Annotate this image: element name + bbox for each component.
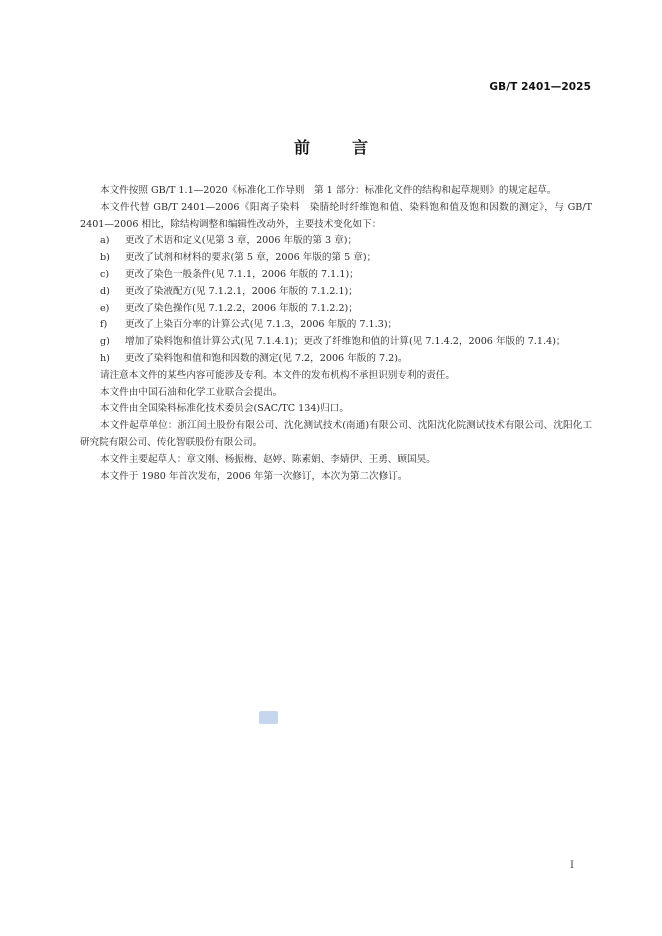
paragraph-history: 本文件于 1980 年首次发布，2006 年第一次修订，本次为第二次修订。 [100, 470, 408, 482]
title-char-1: 前 [293, 138, 310, 157]
list-item-text: 更改了染色一般条件(见 7.1.1，2006 年版的 7.1.1)； [125, 268, 359, 280]
list-item [80, 351, 592, 368]
paragraph-drafting-rules: 本文件按照 GB/T 1.1—2020《标准化工作导则 第 1 部分：标准化文件的结构和起草规则》的规定起草。 [100, 185, 557, 196]
list-item [80, 267, 592, 284]
list-marker: e) [100, 302, 110, 314]
list-marker: c) [100, 268, 110, 280]
standard-number: GB/T 2401—2025 [489, 81, 591, 93]
page-title [0, 135, 662, 158]
page-number: I [570, 860, 574, 871]
list-item-text: 更改了术语和定义(见第 3 章，2006 年版的第 3 章)； [125, 235, 358, 247]
list-item-text: 更改了染色操作(见 7.1.2.2，2006 年版的 7.1.2.2)； [125, 302, 358, 314]
list-item [80, 334, 592, 351]
watermark-stamp [259, 711, 278, 724]
paragraph-replaces: 本文件代替 GB/T 2401—2006《阳离子染料 染腈纶时纤维饱和值、染料饱和值及饱和因数的测定》，与 GB/T 2401—2006 相比，除结构调整和编辑性改动外，主要技术变化如下： [80, 201, 592, 230]
list-marker: g) [100, 336, 110, 348]
list-item-text: 更改了染料饱和值和饱和因数的测定(见 7.2，2006 年版的 7.2)。 [125, 352, 408, 364]
list-marker: a) [100, 235, 110, 247]
list-item-text: 更改了上染百分率的计算公式(见 7.1.3，2006 年版的 7.1.3)； [125, 319, 398, 331]
list-item-text: 更改了试剂和材料的要求(第 5 章，2006 年版的第 5 章)； [125, 252, 377, 264]
list-marker: b) [100, 252, 110, 264]
paragraph-drafters: 本文件主要起草人：章文刚、杨振梅、赵婷、陈素娟、李婧伊、王勇、顾国昊。 [100, 453, 436, 465]
foreword-body [80, 183, 592, 485]
list-item [80, 301, 592, 318]
title-char-2: 言 [352, 138, 369, 157]
list-item [80, 250, 592, 267]
paragraph-patent-notice: 请注意本文件的某些内容可能涉及专利。本文件的发布机构不承担识别专利的责任。 [100, 369, 455, 381]
list-item-text: 更改了染液配方(见 7.1.2.1，2006 年版的 7.1.2.1)； [125, 285, 358, 297]
paragraph-proposed-by: 本文件由中国石油和化学工业联合会提出。 [100, 386, 283, 398]
list-item [80, 284, 592, 301]
list-item [80, 317, 592, 334]
paragraph-drafting-units: 本文件起草单位：浙江闰土股份有限公司、沈化测试技术(南通)有限公司、沈阳沈化院测试技术有限公司、沈阳化工研究院有限公司、传化智联股份有限公司。 [80, 420, 592, 448]
list-item [80, 233, 592, 250]
paragraph-under-jurisdiction: 本文件由全国染料标准化技术委员会(SAC/TC 134)归口。 [100, 403, 349, 415]
list-marker: d) [100, 285, 110, 297]
list-marker: f) [100, 319, 108, 331]
list-marker: h) [100, 352, 110, 364]
list-item-text: 增加了染料饱和值计算公式(见 7.1.4.1)；更改了纤维饱和值的计算(见 7.1.4.2，2006 年版的 7.1.4)； [125, 336, 566, 348]
